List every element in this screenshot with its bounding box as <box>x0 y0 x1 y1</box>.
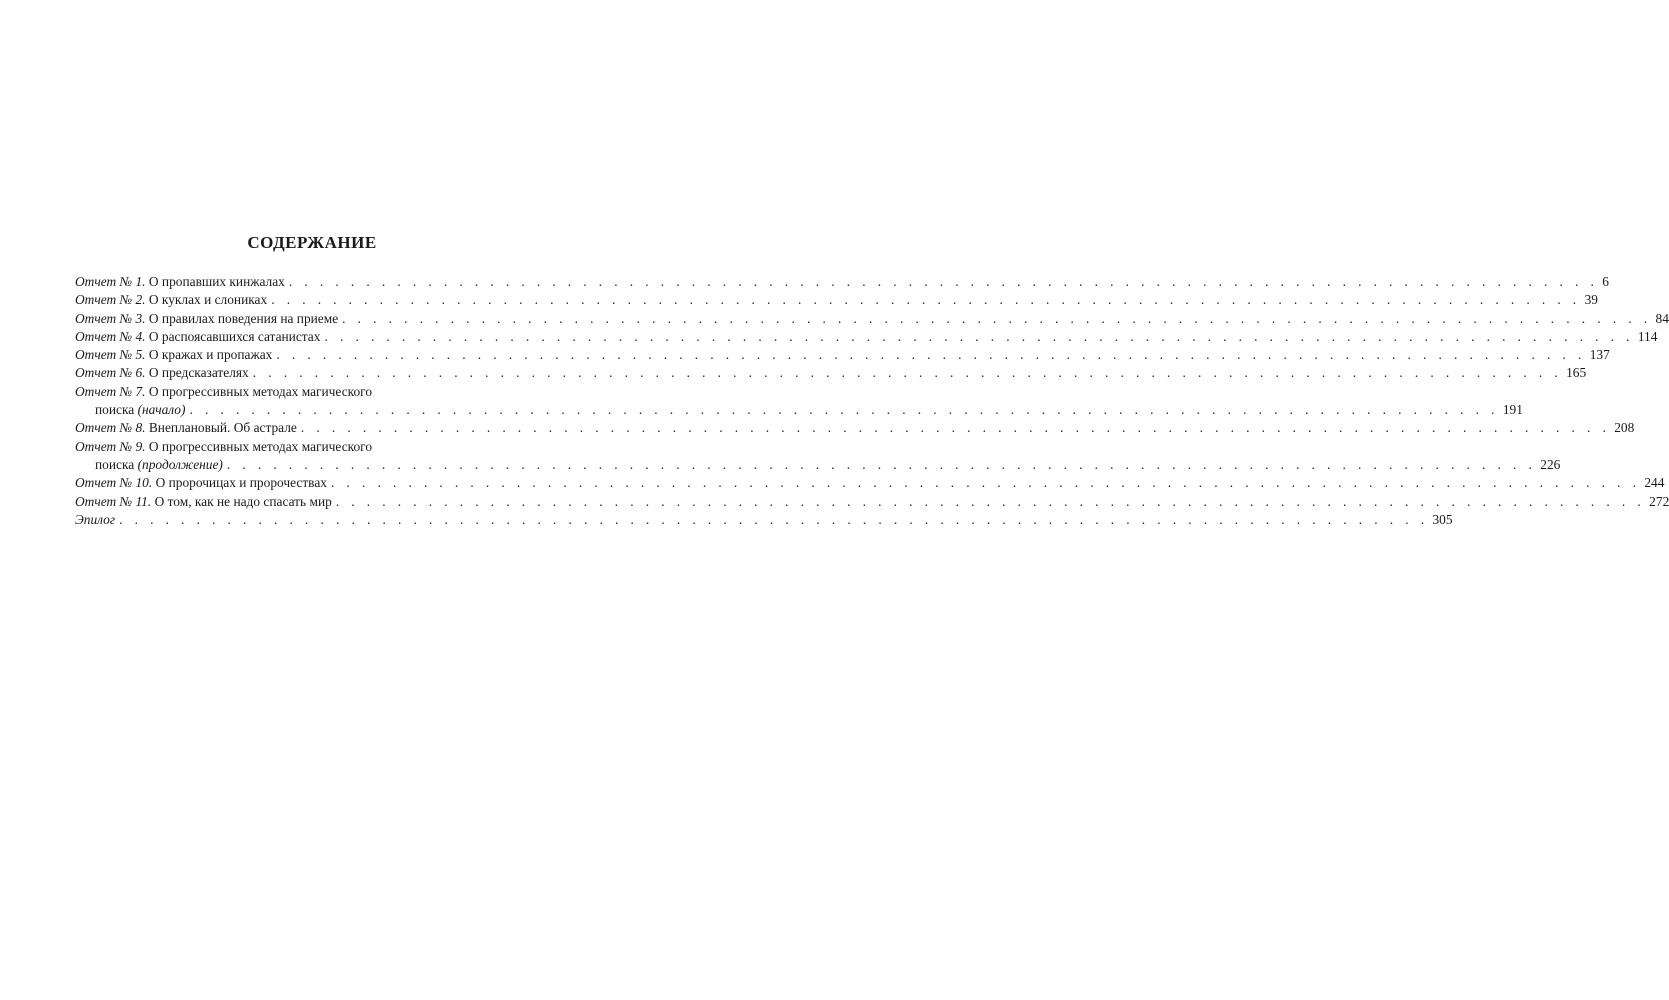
toc-entry-prefix: Отчет № 2. <box>75 292 146 308</box>
dot-leader: . . . . . . . . . . . . . . . . . . . . . . . . . . . . . . . . . . . . . . . . . . . . . . . . . . . . . . . . . . . . . . . . . . . . . . . . . . . . . . . . . . . . . <box>276 347 1586 363</box>
toc-entry <box>75 364 1587 382</box>
toc-entry-title-continued: поиска <box>95 456 138 472</box>
toc-entry-prefix: Отчет № 6. <box>75 365 146 381</box>
toc-entry-label <box>75 310 338 328</box>
toc-entry <box>75 419 1635 437</box>
toc-entry-prefix: Отчет № 4. <box>75 328 146 344</box>
dot-leader: . . . . . . . . . . . . . . . . . . . . . . . . . . . . . . . . . . . . . . . . . . . . . . . . . . . . . . . . . . . . . . . . . . . . . . . . . . . . . . . . . . . . . <box>288 274 1599 289</box>
toc-entry-title: О предсказателях <box>145 365 249 381</box>
toc-entry-prefix: Отчет № 11. <box>75 493 152 509</box>
toc-entry-title: О кражах и пропажах <box>145 347 273 363</box>
dot-leader: . . . . . . . . . . . . . . . . . . . . . . . . . . . . . . . . . . . . . . . . . . . . . . . . . . . . . . . . . . . . . . . . . . . . . . . . . . . . . . . . . . . . . <box>342 310 1652 326</box>
toc-page-number: 6 <box>1602 274 1609 289</box>
table-of-contents <box>75 273 1669 529</box>
toc-entry <box>75 474 1665 492</box>
toc-page-number: 305 <box>1432 511 1453 527</box>
toc-entry-note: (начало) <box>137 402 186 418</box>
dot-leader: . . . . . . . . . . . . . . . . . . . . . . . . . . . . . . . . . . . . . . . . . . . . . . . . . . . . . . . . . . . . . . . . . . . . . . . . . . . . . . . . . . . . . <box>271 292 1581 308</box>
toc-entry-first-line <box>75 438 553 456</box>
toc-page-number: 84 <box>1655 310 1669 326</box>
dot-leader: . . . . . . . . . . . . . . . . . . . . . . . . . . . . . . . . . . . . . . . . . . . . . . . . . . . . . . . . . . . . . . . . . . . . . . . . . . . . . . . . . . . . . <box>189 402 1499 418</box>
toc-entry-label <box>75 273 285 291</box>
toc-entry-title: О том, как не надо спасать мир <box>151 493 332 509</box>
toc-entry-note: (продолжение) <box>137 456 223 472</box>
toc-entry-title: О пророчицах и пророчествах <box>152 475 327 491</box>
toc-entry <box>75 291 1598 309</box>
toc-entry-label <box>95 456 223 474</box>
toc-entry-title: Внеплановый. Об астрале <box>145 420 297 436</box>
toc-entry-label <box>75 493 332 511</box>
toc-entry-title-continued: поиска <box>95 402 138 418</box>
toc-page-number: 39 <box>1584 292 1598 308</box>
toc-entry-label <box>75 511 115 529</box>
toc-entry-label <box>75 291 267 309</box>
toc-entry <box>75 346 1610 364</box>
toc-entry-prefix: Отчет № 10. <box>75 475 153 491</box>
toc-entry-continuation <box>75 401 1523 419</box>
toc-entry <box>75 493 1669 511</box>
toc-entry-title: О прогрессивных методах магического <box>145 438 373 454</box>
toc-entry-prefix: Отчет № 3. <box>75 310 146 326</box>
toc-entry-label <box>75 328 320 346</box>
toc-entry-first-line <box>75 383 553 401</box>
toc-entry-continuation <box>75 456 1561 474</box>
toc-entry-label <box>75 438 372 456</box>
toc-entry-title: О прогрессивных методах магического <box>145 383 373 399</box>
toc-entry-label <box>75 346 272 364</box>
toc-entry <box>75 328 1658 346</box>
toc-entry-prefix: Отчет № 1. <box>75 274 146 289</box>
dot-leader: . . . . . . . . . . . . . . . . . . . . . . . . . . . . . . . . . . . . . . . . . . . . . . . . . . . . . . . . . . . . . . . . . . . . . . . . . . . . . . . . . . . . . <box>119 511 1429 527</box>
toc-page-number: 114 <box>1637 328 1658 344</box>
toc-page-number: 137 <box>1589 347 1610 363</box>
dot-leader: . . . . . . . . . . . . . . . . . . . . . . . . . . . . . . . . . . . . . . . . . . . . . . . . . . . . . . . . . . . . . . . . . . . . . . . . . . . . . . . . . . . . . <box>324 328 1634 344</box>
toc-entry-label <box>75 364 249 382</box>
toc-entry-title: О пропавших кинжалах <box>145 274 285 289</box>
toc-entry-title: О правилах поведения на приеме <box>145 310 339 326</box>
dot-leader: . . . . . . . . . . . . . . . . . . . . . . . . . . . . . . . . . . . . . . . . . . . . . . . . . . . . . . . . . . . . . . . . . . . . . . . . . . . . . . . . . . . . . <box>226 456 1537 472</box>
toc-entry-prefix: Отчет № 9. <box>75 438 146 454</box>
toc-entry-label <box>75 474 327 492</box>
toc-page-number: 226 <box>1540 456 1561 472</box>
toc-page-number: 191 <box>1502 402 1523 418</box>
toc-entry-label <box>95 401 185 419</box>
dot-leader: . . . . . . . . . . . . . . . . . . . . . . . . . . . . . . . . . . . . . . . . . . . . . . . . . . . . . . . . . . . . . . . . . . . . . . . . . . . . . . . . . . . . . <box>300 420 1611 436</box>
dot-leader: . . . . . . . . . . . . . . . . . . . . . . . . . . . . . . . . . . . . . . . . . . . . . . . . . . . . . . . . . . . . . . . . . . . . . . . . . . . . . . . . . . . . . <box>335 493 1646 509</box>
toc-entry <box>75 273 1609 291</box>
toc-page-number: 244 <box>1644 475 1665 491</box>
dot-leader: . . . . . . . . . . . . . . . . . . . . . . . . . . . . . . . . . . . . . . . . . . . . . . . . . . . . . . . . . . . . . . . . . . . . . . . . . . . . . . . . . . . . . <box>252 365 1563 381</box>
toc-entry-prefix: Отчет № 7. <box>75 383 146 399</box>
toc-page-number: 165 <box>1566 365 1587 381</box>
toc-entry-prefix: Отчет № 5. <box>75 347 146 363</box>
toc-entry-title: О распоясавшихся сатанистах <box>145 328 321 344</box>
toc-entry-label <box>75 419 297 437</box>
toc-entry-label <box>75 383 372 401</box>
toc-entry <box>75 511 1453 529</box>
toc-page-number: 272 <box>1649 493 1669 509</box>
toc-entry <box>75 310 1669 328</box>
toc-entry-prefix: Эпилог <box>75 511 116 527</box>
dot-leader: . . . . . . . . . . . . . . . . . . . . . . . . . . . . . . . . . . . . . . . . . . . . . . . . . . . . . . . . . . . . . . . . . . . . . . . . . . . . . . . . . . . . . <box>330 475 1641 491</box>
page-title: СОДЕРЖАНИЕ <box>247 233 377 252</box>
toc-entry-title: О куклах и слониках <box>145 292 268 308</box>
toc-page-number: 208 <box>1614 420 1635 436</box>
toc-entry-prefix: Отчет № 8. <box>75 420 146 436</box>
